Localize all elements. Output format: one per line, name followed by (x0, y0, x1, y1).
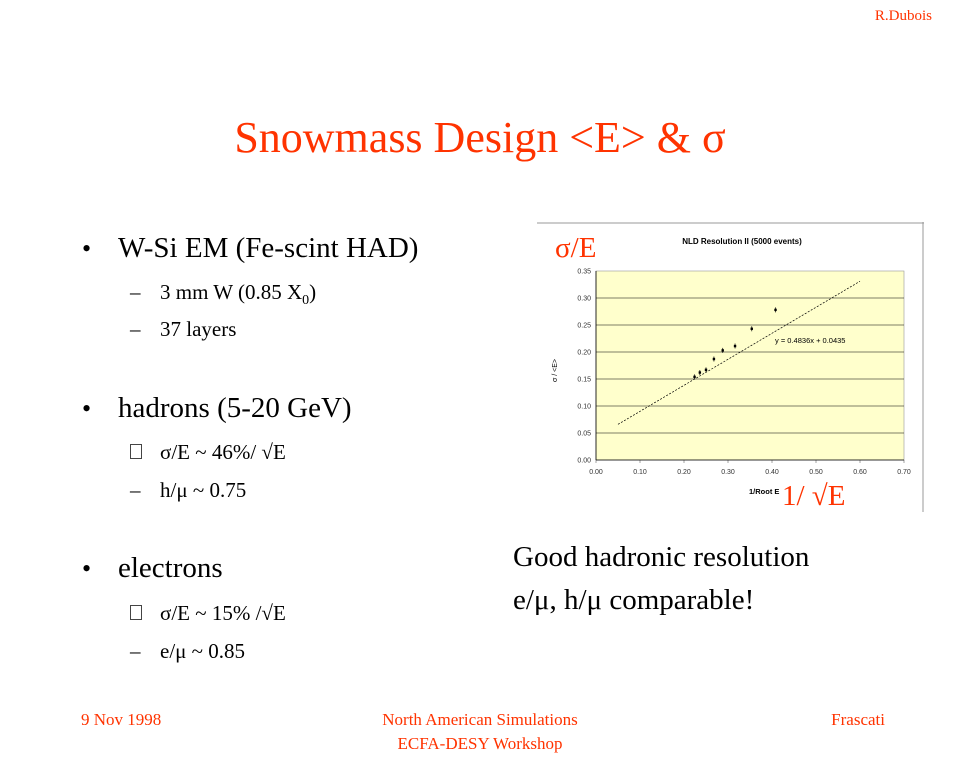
data-point (713, 358, 715, 360)
y-tick-label: 0.00 (577, 457, 591, 465)
x-tick-label: 0.60 (853, 469, 867, 476)
sub-bullet (160, 601, 286, 626)
bullet-text: hadrons (5-20 GeV) (118, 392, 352, 424)
bullet-wsi (82, 232, 419, 265)
bullet-dot: • (82, 234, 92, 263)
data-point (722, 349, 724, 351)
y-tick-label: 0.20 (577, 349, 591, 357)
data-point (705, 369, 707, 371)
sub-bullet (160, 440, 286, 465)
fit-equation: y = 0.4836x + 0.0435 (775, 336, 846, 345)
x-tick-label: 0.50 (809, 469, 823, 476)
sub-bullet-text: σ/E ~ 46%/ √E (160, 440, 286, 464)
dash-marker: – (130, 478, 141, 502)
y-tick-label: 0.30 (577, 295, 591, 303)
footer-location: Frascati (831, 710, 885, 729)
author-name: R.Dubois (874, 8, 932, 24)
bullet-dot: • (82, 554, 92, 583)
conclusion-line-1: Good hadronic resolution (513, 541, 810, 573)
x-tick-label: 0.10 (633, 469, 647, 476)
y-tick-label: 0.10 (577, 403, 591, 411)
sub-bullet (130, 280, 317, 309)
y-tick-label: 0.15 (577, 376, 591, 384)
data-point (774, 309, 776, 311)
y-tick-label: 0.05 (577, 430, 591, 438)
dash-marker: – (130, 317, 141, 341)
x-tick-label: 0.70 (897, 469, 911, 476)
sub-bullet-text: 37 layers (160, 317, 237, 341)
data-point (751, 328, 753, 330)
footer-date: 9 Nov 1998 (81, 710, 162, 729)
sub-bullet-text: σ/E ~ 15% /√E (160, 601, 286, 625)
x-tick-label: 0.20 (677, 469, 691, 476)
x-tick-label: 0.40 (765, 469, 779, 476)
y-tick-label: 0.35 (577, 268, 591, 276)
sub-bullet-text-end: ) (309, 280, 317, 304)
footer-center-line-2: ECFA-DESY Workshop (397, 734, 563, 753)
dash-marker: – (130, 639, 141, 663)
footer-center-line-1: North American Simulations (382, 710, 578, 729)
sub-bullet (130, 639, 246, 664)
bullet-hadrons (82, 392, 352, 425)
plot-background (596, 271, 904, 460)
y-tick-label: 0.25 (577, 322, 591, 330)
data-point (699, 371, 701, 373)
chart-title: NLD Resolution II (5000 events) (682, 237, 802, 246)
bullet-dot: • (82, 394, 92, 423)
data-point (693, 376, 695, 378)
bullet-electrons (82, 552, 223, 585)
footer-center (0, 708, 960, 756)
subscript: 0 (302, 293, 310, 309)
dash-marker: – (130, 280, 141, 304)
conclusion-text (513, 536, 809, 622)
bullet-text: electrons (118, 552, 223, 584)
data-point (734, 345, 736, 347)
sub-bullet (130, 478, 247, 503)
resolution-chart (537, 222, 924, 512)
x-axis-label: 1/Root E (749, 487, 780, 496)
sub-bullet (130, 317, 237, 342)
bullet-text: W-Si EM (Fe-scint HAD) (118, 232, 419, 264)
inv-root-e-label: 1/ √E (782, 480, 846, 512)
conclusion-line-2: e/μ, h/μ comparable! (513, 584, 755, 616)
sub-bullet-text: e/μ ~ 0.85 (160, 639, 246, 663)
y-axis-label: σ / <E> (552, 359, 559, 382)
x-tick-label: 0.30 (721, 469, 735, 476)
sub-bullet-text: 3 mm W (0.85 X (160, 280, 303, 304)
sigma-over-e-label: σ/E (555, 232, 597, 264)
box-marker-icon (130, 605, 142, 620)
slide-title: Snowmass Design <E> & σ (234, 113, 726, 162)
box-marker-icon (130, 444, 142, 459)
x-tick-label: 0.00 (589, 469, 603, 476)
sub-bullet-text: h/μ ~ 0.75 (160, 478, 247, 502)
